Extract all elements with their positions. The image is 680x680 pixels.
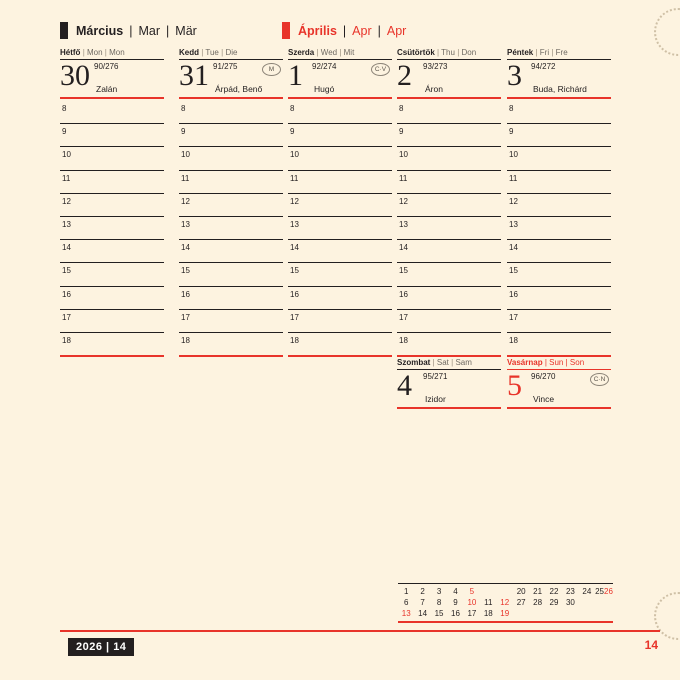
- hour-label: 11: [290, 173, 299, 183]
- day-of-year-thursday: 93/273: [423, 62, 448, 71]
- hour-slot[interactable]: [507, 333, 611, 357]
- hour-label: 16: [399, 289, 408, 299]
- hour-slot[interactable]: [60, 217, 164, 240]
- hour-label: 13: [399, 219, 408, 229]
- hour-label: 16: [509, 289, 518, 299]
- mini-day-empty: [604, 608, 613, 619]
- mini-day[interactable]: 14: [418, 609, 428, 618]
- day-number-wednesday: 1: [288, 59, 303, 92]
- mini-day-empty: [562, 608, 578, 619]
- hour-label: 9: [62, 127, 67, 137]
- mini-day[interactable]: 11: [484, 598, 493, 607]
- mini-day-empty: [579, 608, 595, 619]
- hour-slot[interactable]: [288, 263, 392, 286]
- hour-slot[interactable]: [397, 287, 501, 310]
- hour-label: 15: [181, 266, 190, 276]
- day-number-rule-monday: [60, 97, 164, 99]
- day-name-hu-tuesday: Kedd: [179, 48, 199, 57]
- day-name-en-sunday: Sun: [549, 358, 564, 367]
- day-number-row-wednesday: [288, 60, 392, 96]
- hour-label: 13: [509, 219, 518, 229]
- hour-slot[interactable]: [397, 124, 501, 147]
- mini-calendar-table: [398, 586, 613, 619]
- hour-slot[interactable]: [507, 240, 611, 263]
- hour-label: 18: [399, 335, 408, 345]
- hour-label: 18: [62, 335, 71, 345]
- day-header-monday: Hétfő | Mon | Mon: [60, 48, 125, 57]
- day-number-rule-friday: [507, 97, 611, 99]
- hour-slot[interactable]: [507, 101, 611, 124]
- footer-separator: |: [106, 641, 110, 653]
- mini-day[interactable]: 2: [420, 587, 425, 596]
- mini-day[interactable]: 6: [403, 598, 409, 607]
- hour-slot[interactable]: [507, 194, 611, 217]
- mini-day-empty: [546, 608, 562, 619]
- month-alt-march-en: Mar: [138, 23, 161, 38]
- month-alt-april-de: Apr: [386, 23, 407, 38]
- hour-label: 12: [399, 196, 408, 206]
- hour-slot[interactable]: [288, 124, 392, 147]
- day-name-en-tuesday: Tue: [205, 48, 219, 57]
- hour-slot[interactable]: [288, 217, 392, 240]
- mini-calendar-bottom-rule: [398, 621, 613, 623]
- day-number-row-friday: [507, 60, 611, 96]
- mini-calendar-top-rule: [398, 583, 613, 584]
- hour-label: 15: [399, 266, 408, 276]
- month-marker-bar-march: [60, 22, 68, 39]
- day-name-en-friday: Fri: [539, 48, 550, 57]
- mini-day-empty: [595, 597, 604, 608]
- hour-slot[interactable]: [179, 263, 283, 286]
- month-sep-april-2: |: [377, 23, 381, 38]
- mini-day[interactable]: 27: [516, 598, 526, 607]
- hour-label: 14: [181, 243, 190, 253]
- day-number-row-saturday: [397, 370, 501, 406]
- mini-calendar-row: [398, 586, 613, 597]
- hour-slot[interactable]: [60, 101, 164, 124]
- hour-slot[interactable]: [179, 310, 283, 333]
- hour-label: 12: [509, 196, 518, 206]
- day-header-thursday: Csütörtök | Thu | Don: [397, 48, 477, 57]
- month-sep-march-2: |: [166, 23, 170, 38]
- day-number-friday: 3: [507, 59, 522, 92]
- name-day-thursday: Áron: [425, 84, 443, 94]
- hour-label: 12: [290, 196, 299, 206]
- hour-slot[interactable]: [507, 171, 611, 194]
- mini-day-empty: [529, 608, 545, 619]
- hour-slots-wednesday[interactable]: [288, 101, 392, 357]
- month-name-april: Április: [298, 23, 337, 38]
- hour-slot[interactable]: [288, 333, 392, 357]
- hour-label: 8: [399, 104, 404, 113]
- hour-slot[interactable]: [60, 171, 164, 194]
- hour-slot[interactable]: [179, 217, 283, 240]
- mini-day[interactable]: 10: [467, 598, 477, 607]
- day-of-year-tuesday: 91/275: [213, 62, 238, 71]
- day-number-rule-thursday: [397, 97, 501, 99]
- mini-day[interactable]: 15: [434, 609, 444, 618]
- month-title-april: [282, 22, 406, 39]
- hour-label: 18: [181, 335, 190, 345]
- mini-day-empty: [595, 608, 604, 619]
- hour-label: 11: [181, 173, 190, 183]
- name-day-friday: Buda, Richárd: [533, 84, 587, 94]
- day-of-year-saturday: 95/271: [423, 372, 448, 381]
- day-header-sunday: Vasárnap | Sun | Son: [507, 358, 585, 367]
- hour-slot[interactable]: [507, 147, 611, 170]
- hour-slot[interactable]: [60, 263, 164, 286]
- hour-slot[interactable]: [179, 333, 283, 357]
- mini-day-empty: [604, 597, 613, 608]
- day-number-monday: 30: [60, 59, 90, 92]
- day-name-de-tuesday: Die: [225, 48, 238, 57]
- hour-label: 9: [399, 127, 404, 137]
- hour-label: 17: [62, 312, 71, 322]
- hour-slot[interactable]: [288, 287, 392, 310]
- day-number-saturday: 4: [397, 369, 412, 402]
- hour-label: 14: [509, 243, 518, 253]
- day-number-row-sunday: [507, 370, 611, 406]
- hour-slot[interactable]: [60, 287, 164, 310]
- hour-label: 8: [62, 104, 67, 113]
- hour-slot[interactable]: [179, 194, 283, 217]
- page-number: 14: [644, 638, 658, 652]
- hour-slot[interactable]: [397, 101, 501, 124]
- hour-label: 11: [62, 173, 71, 183]
- footer-year: 2026: [76, 641, 103, 653]
- hour-slot[interactable]: [179, 124, 283, 147]
- hour-slot[interactable]: [179, 287, 283, 310]
- name-day-wednesday: Hugó: [314, 84, 335, 94]
- day-of-year-monday: 90/276: [94, 62, 119, 71]
- month-header-row: [60, 22, 660, 44]
- hour-label: 10: [290, 150, 299, 160]
- month-name-march: Március: [76, 23, 124, 38]
- hour-slot[interactable]: [397, 217, 501, 240]
- month-alt-april-en: Apr: [352, 23, 372, 38]
- day-column-saturday: [397, 358, 501, 409]
- hour-slot[interactable]: [60, 194, 164, 217]
- mini-day[interactable]: 12: [500, 598, 510, 607]
- day-column-monday: [60, 48, 164, 357]
- mini-day[interactable]: 13: [401, 609, 411, 618]
- day-name-hu-monday: Hétfő: [60, 48, 81, 57]
- day-name-de-saturday: Sam: [455, 358, 472, 367]
- hour-label: 13: [290, 219, 299, 229]
- day-name-hu-sunday: Vasárnap: [507, 358, 543, 367]
- month-marker-bar-april: [282, 22, 290, 39]
- mini-day[interactable]: 26: [604, 587, 613, 596]
- mini-day[interactable]: 16: [451, 609, 460, 618]
- hour-slot[interactable]: [179, 171, 283, 194]
- mini-day[interactable]: 25: [595, 587, 604, 596]
- day-of-year-sunday: 96/270: [531, 372, 556, 381]
- hour-label: 8: [181, 104, 186, 113]
- hour-label: 15: [62, 266, 71, 276]
- hour-label: 8: [290, 104, 295, 113]
- hour-slots-monday[interactable]: [60, 101, 164, 357]
- hour-slot[interactable]: [507, 287, 611, 310]
- mini-day[interactable]: 9: [453, 598, 458, 607]
- hour-slot[interactable]: [179, 147, 283, 170]
- hour-label: 16: [181, 289, 190, 299]
- mini-day[interactable]: 29: [549, 598, 559, 607]
- day-number-rule-wednesday: [288, 97, 392, 99]
- hour-label: 14: [399, 243, 408, 253]
- hour-slot[interactable]: [179, 240, 283, 263]
- hour-slot[interactable]: [288, 310, 392, 333]
- hour-label: 17: [399, 312, 408, 322]
- hour-slot[interactable]: [288, 240, 392, 263]
- hour-label: 15: [290, 266, 299, 276]
- mini-day[interactable]: 7: [420, 598, 425, 607]
- name-day-tuesday: Árpád, Benő: [215, 84, 263, 94]
- mini-day[interactable]: 21: [533, 587, 543, 596]
- hour-label: 11: [509, 173, 518, 183]
- day-number-rule-saturday: [397, 407, 501, 409]
- hour-label: 10: [399, 150, 408, 160]
- mini-calendar-row: [398, 608, 613, 619]
- day-number-sunday: 5: [507, 369, 522, 402]
- hour-slot[interactable]: [397, 310, 501, 333]
- mini-day[interactable]: 23: [565, 587, 575, 596]
- mini-day[interactable]: 24: [582, 587, 592, 596]
- mini-day[interactable]: 17: [467, 609, 477, 618]
- month-title-march: [60, 22, 197, 39]
- hour-label: 18: [509, 335, 518, 345]
- day-name-hu-saturday: Szombat: [397, 358, 431, 367]
- hour-label: 17: [290, 312, 299, 322]
- hour-slot[interactable]: [507, 310, 611, 333]
- name-day-sunday: Vince: [533, 394, 555, 404]
- day-number-row-tuesday: [179, 60, 283, 96]
- hour-label: 13: [62, 219, 71, 229]
- day-name-hu-wednesday: Szerda: [288, 48, 315, 57]
- hour-slot[interactable]: [397, 263, 501, 286]
- hour-slot[interactable]: [288, 171, 392, 194]
- hour-slot[interactable]: [60, 147, 164, 170]
- day-column-sunday: [507, 358, 611, 409]
- mini-day-empty: [497, 586, 513, 597]
- hour-slots-tuesday[interactable]: [179, 101, 283, 357]
- day-header-saturday: Szombat | Sat | Sam: [397, 358, 472, 367]
- mini-day[interactable]: 22: [549, 587, 559, 596]
- day-name-de-sunday: Son: [569, 358, 585, 367]
- hour-label: 13: [181, 219, 190, 229]
- hour-label: 17: [509, 312, 518, 322]
- hour-label: 9: [509, 127, 514, 137]
- hour-label: 11: [399, 173, 408, 183]
- mini-calendar-row: [398, 597, 613, 608]
- hour-label: 16: [290, 289, 299, 299]
- day-name-de-monday: Mon: [109, 48, 125, 57]
- day-name-de-wednesday: Mit: [343, 48, 355, 57]
- hour-slot[interactable]: [397, 240, 501, 263]
- hour-label: 12: [181, 196, 190, 206]
- hour-slot[interactable]: [288, 194, 392, 217]
- footer-week-number: 14: [113, 641, 127, 653]
- hour-label: 15: [509, 266, 518, 276]
- moon-phase-icon: M: [262, 63, 281, 76]
- hour-label: 8: [509, 104, 514, 113]
- day-name-de-thursday: Don: [461, 48, 477, 57]
- hour-slot[interactable]: [60, 240, 164, 263]
- month-sep-april-1: |: [342, 23, 347, 38]
- hour-label: 16: [62, 289, 71, 299]
- hour-label: 9: [181, 127, 186, 137]
- day-name-en-wednesday: Wed: [320, 48, 338, 57]
- day-header-friday: Péntek | Fri | Fre: [507, 48, 568, 57]
- day-number-rule-tuesday: [179, 97, 283, 99]
- hour-slot[interactable]: [60, 124, 164, 147]
- mini-day-empty: [513, 608, 529, 619]
- hour-slot[interactable]: [397, 333, 501, 357]
- name-day-monday: Zalán: [96, 84, 118, 94]
- mini-day-empty: [480, 586, 496, 597]
- mini-day[interactable]: 30: [565, 598, 575, 607]
- day-number-tuesday: 31: [179, 59, 209, 92]
- month-alt-march-de: Mär: [175, 23, 197, 38]
- day-number-thursday: 2: [397, 59, 412, 92]
- mini-day[interactable]: 5: [469, 587, 475, 596]
- day-name-en-monday: Mon: [87, 48, 103, 57]
- day-column-tuesday: [179, 48, 283, 357]
- day-name-en-saturday: Sat: [436, 358, 449, 367]
- day-of-year-friday: 94/272: [531, 62, 556, 71]
- hour-slot[interactable]: [397, 171, 501, 194]
- hour-slot[interactable]: [507, 124, 611, 147]
- hour-slot[interactable]: [60, 310, 164, 333]
- day-name-hu-friday: Péntek: [507, 48, 534, 57]
- day-name-hu-thursday: Csütörtök: [397, 48, 435, 57]
- day-header-tuesday: Kedd | Tue | Die: [179, 48, 238, 57]
- mini-month-calendar[interactable]: [398, 583, 613, 623]
- mini-day[interactable]: 1: [403, 587, 409, 596]
- moon-phase-icon: C·N: [590, 373, 609, 386]
- hour-slot[interactable]: [397, 194, 501, 217]
- mini-day-empty: [579, 597, 595, 608]
- year-week-badge: [68, 638, 134, 656]
- hour-slot[interactable]: [179, 101, 283, 124]
- hour-slot[interactable]: [288, 147, 392, 170]
- hour-label: 18: [290, 335, 299, 345]
- hour-slot[interactable]: [507, 217, 611, 240]
- moon-phase-icon: C·V: [371, 63, 390, 76]
- mini-day[interactable]: 3: [436, 587, 442, 596]
- day-header-wednesday: Szerda | Wed | Mit: [288, 48, 355, 57]
- hour-label: 12: [62, 196, 71, 206]
- hour-slots-friday[interactable]: [507, 101, 611, 357]
- day-number-rule-sunday: [507, 407, 611, 409]
- mini-day[interactable]: 8: [436, 598, 442, 607]
- hour-label: 14: [62, 243, 71, 253]
- day-number-row-monday: [60, 60, 164, 96]
- mini-day[interactable]: 18: [483, 609, 493, 618]
- hour-slots-thursday[interactable]: [397, 101, 501, 357]
- hour-label: 10: [509, 150, 518, 160]
- day-of-year-wednesday: 92/274: [312, 62, 337, 71]
- day-name-en-thursday: Thu: [441, 48, 455, 57]
- day-name-de-friday: Fre: [555, 48, 568, 57]
- hour-label: 17: [181, 312, 190, 322]
- name-day-saturday: Izidor: [425, 394, 446, 404]
- day-column-thursday: [397, 48, 501, 357]
- mini-day[interactable]: 28: [533, 598, 543, 607]
- mini-day[interactable]: 19: [500, 609, 510, 618]
- hour-slot[interactable]: [397, 147, 501, 170]
- hour-slot[interactable]: [507, 263, 611, 286]
- decorative-corner-arc-bottom-right: [654, 592, 680, 640]
- day-number-row-thursday: [397, 60, 501, 96]
- hour-label: 9: [290, 127, 295, 137]
- mini-day[interactable]: 4: [453, 587, 458, 596]
- hour-slot[interactable]: [60, 333, 164, 357]
- footer-rule: [60, 630, 660, 632]
- hour-label: 10: [181, 150, 190, 160]
- month-sep-march-1: |: [129, 23, 133, 38]
- mini-day[interactable]: 20: [516, 587, 526, 596]
- hour-label: 10: [62, 150, 71, 160]
- hour-slot[interactable]: [288, 101, 392, 124]
- hour-label: 14: [290, 243, 299, 253]
- day-column-friday: [507, 48, 611, 357]
- day-column-wednesday: [288, 48, 392, 357]
